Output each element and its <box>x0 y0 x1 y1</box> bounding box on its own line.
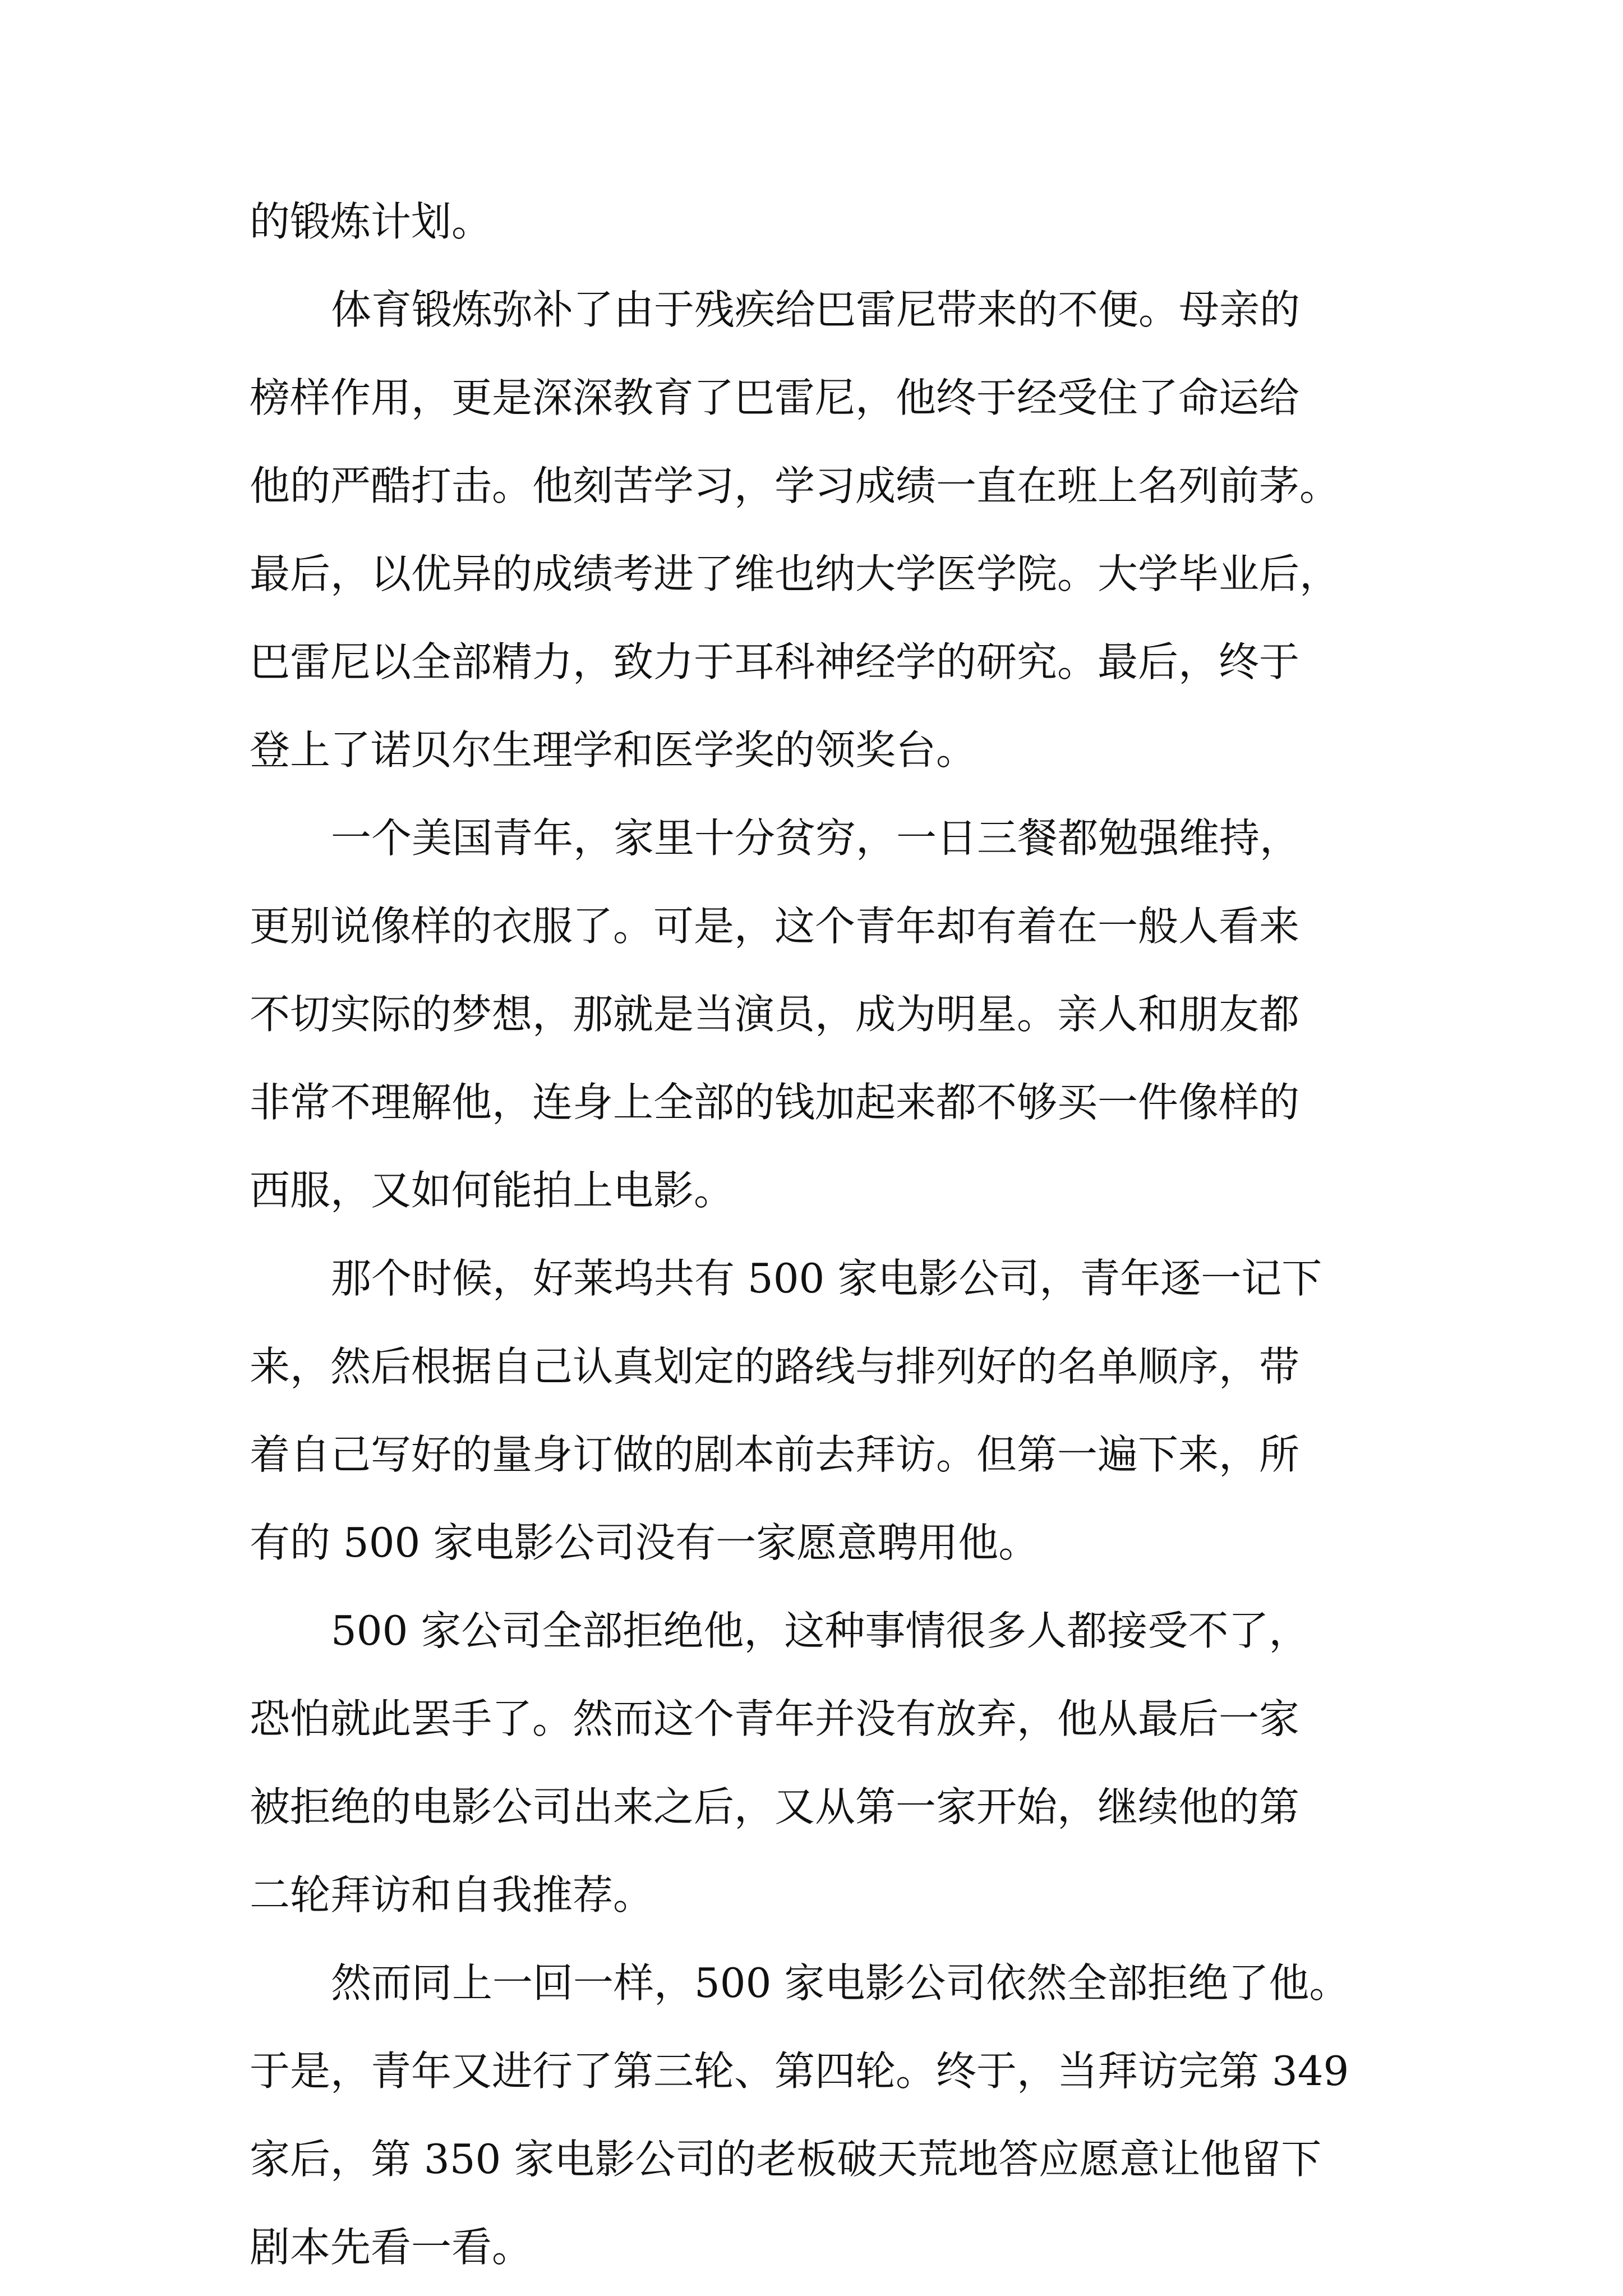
text-line: 西服，又如何能拍上电影。 <box>250 1167 735 1214</box>
text-line: 着自己写好的量身订做的剧本前去拜访。但第一遍下来，所 <box>250 1431 1300 1478</box>
text-line: 二轮拜访和自我推荐。 <box>250 1871 654 1918</box>
text-line: 非常不理解他，连身上全部的钱加起来都不够买一件像样的 <box>250 1079 1300 1126</box>
text-line: 不切实际的梦想，那就是当演员，成为明星。亲人和朋友都 <box>250 991 1300 1038</box>
text-line: 家后，第 350 家电影公司的老板破天荒地答应愿意让他留下 <box>250 2136 1322 2183</box>
text-line: 最后，以优异的成绩考进了维也纳大学医学院。大学毕业后， <box>250 550 1340 597</box>
text-line: 巴雷尼以全部精力，致力于耳科神经学的研究。最后，终于 <box>250 638 1300 685</box>
paragraph-first-line: 体育锻炼弥补了由于残疾给巴雷尼带来的不便。母亲的 <box>331 286 1301 333</box>
text-line: 他的严酷打击。他刻苦学习，学习成绩一直在班上名列前茅。 <box>250 462 1340 509</box>
paragraph-first-line: 那个时候，好莱坞共有 500 家电影公司，青年逐一记下 <box>331 1255 1322 1302</box>
text-line: 的锻炼计划。 <box>250 198 492 245</box>
paragraph-first-line: 500 家公司全部拒绝他，这种事情很多人都接受不了， <box>331 1607 1310 1654</box>
text-line: 恐怕就此罢手了。然而这个青年并没有放弃，他从最后一家 <box>250 1695 1300 1742</box>
text-line: 有的 500 家电影公司没有一家愿意聘用他。 <box>250 1519 1039 1566</box>
text-line: 来，然后根据自己认真划定的路线与排列好的名单顺序，带 <box>250 1343 1300 1390</box>
text-line: 剧本先看一看。 <box>250 2224 533 2271</box>
text-line: 榜样作用，更是深深教育了巴雷尼，他终于经受住了命运给 <box>250 374 1300 421</box>
text-line: 登上了诺贝尔生理学和医学奖的领奖台。 <box>250 726 977 774</box>
paragraph-first-line: 然而同上一回一样，500 家电影公司依然全部拒绝了他。 <box>331 1959 1350 2007</box>
text-line: 被拒绝的电影公司出来之后，又从第一家开始，继续他的第 <box>250 1783 1300 1830</box>
text-line: 于是，青年又进行了第三轮、第四轮。终于，当拜访完第 349 <box>250 2047 1349 2095</box>
paragraph-first-line: 一个美国青年，家里十分贫穷，一日三餐都勉强维持， <box>331 815 1301 862</box>
text-line: 更别说像样的衣服了。可是，这个青年却有着在一般人看来 <box>250 903 1300 950</box>
